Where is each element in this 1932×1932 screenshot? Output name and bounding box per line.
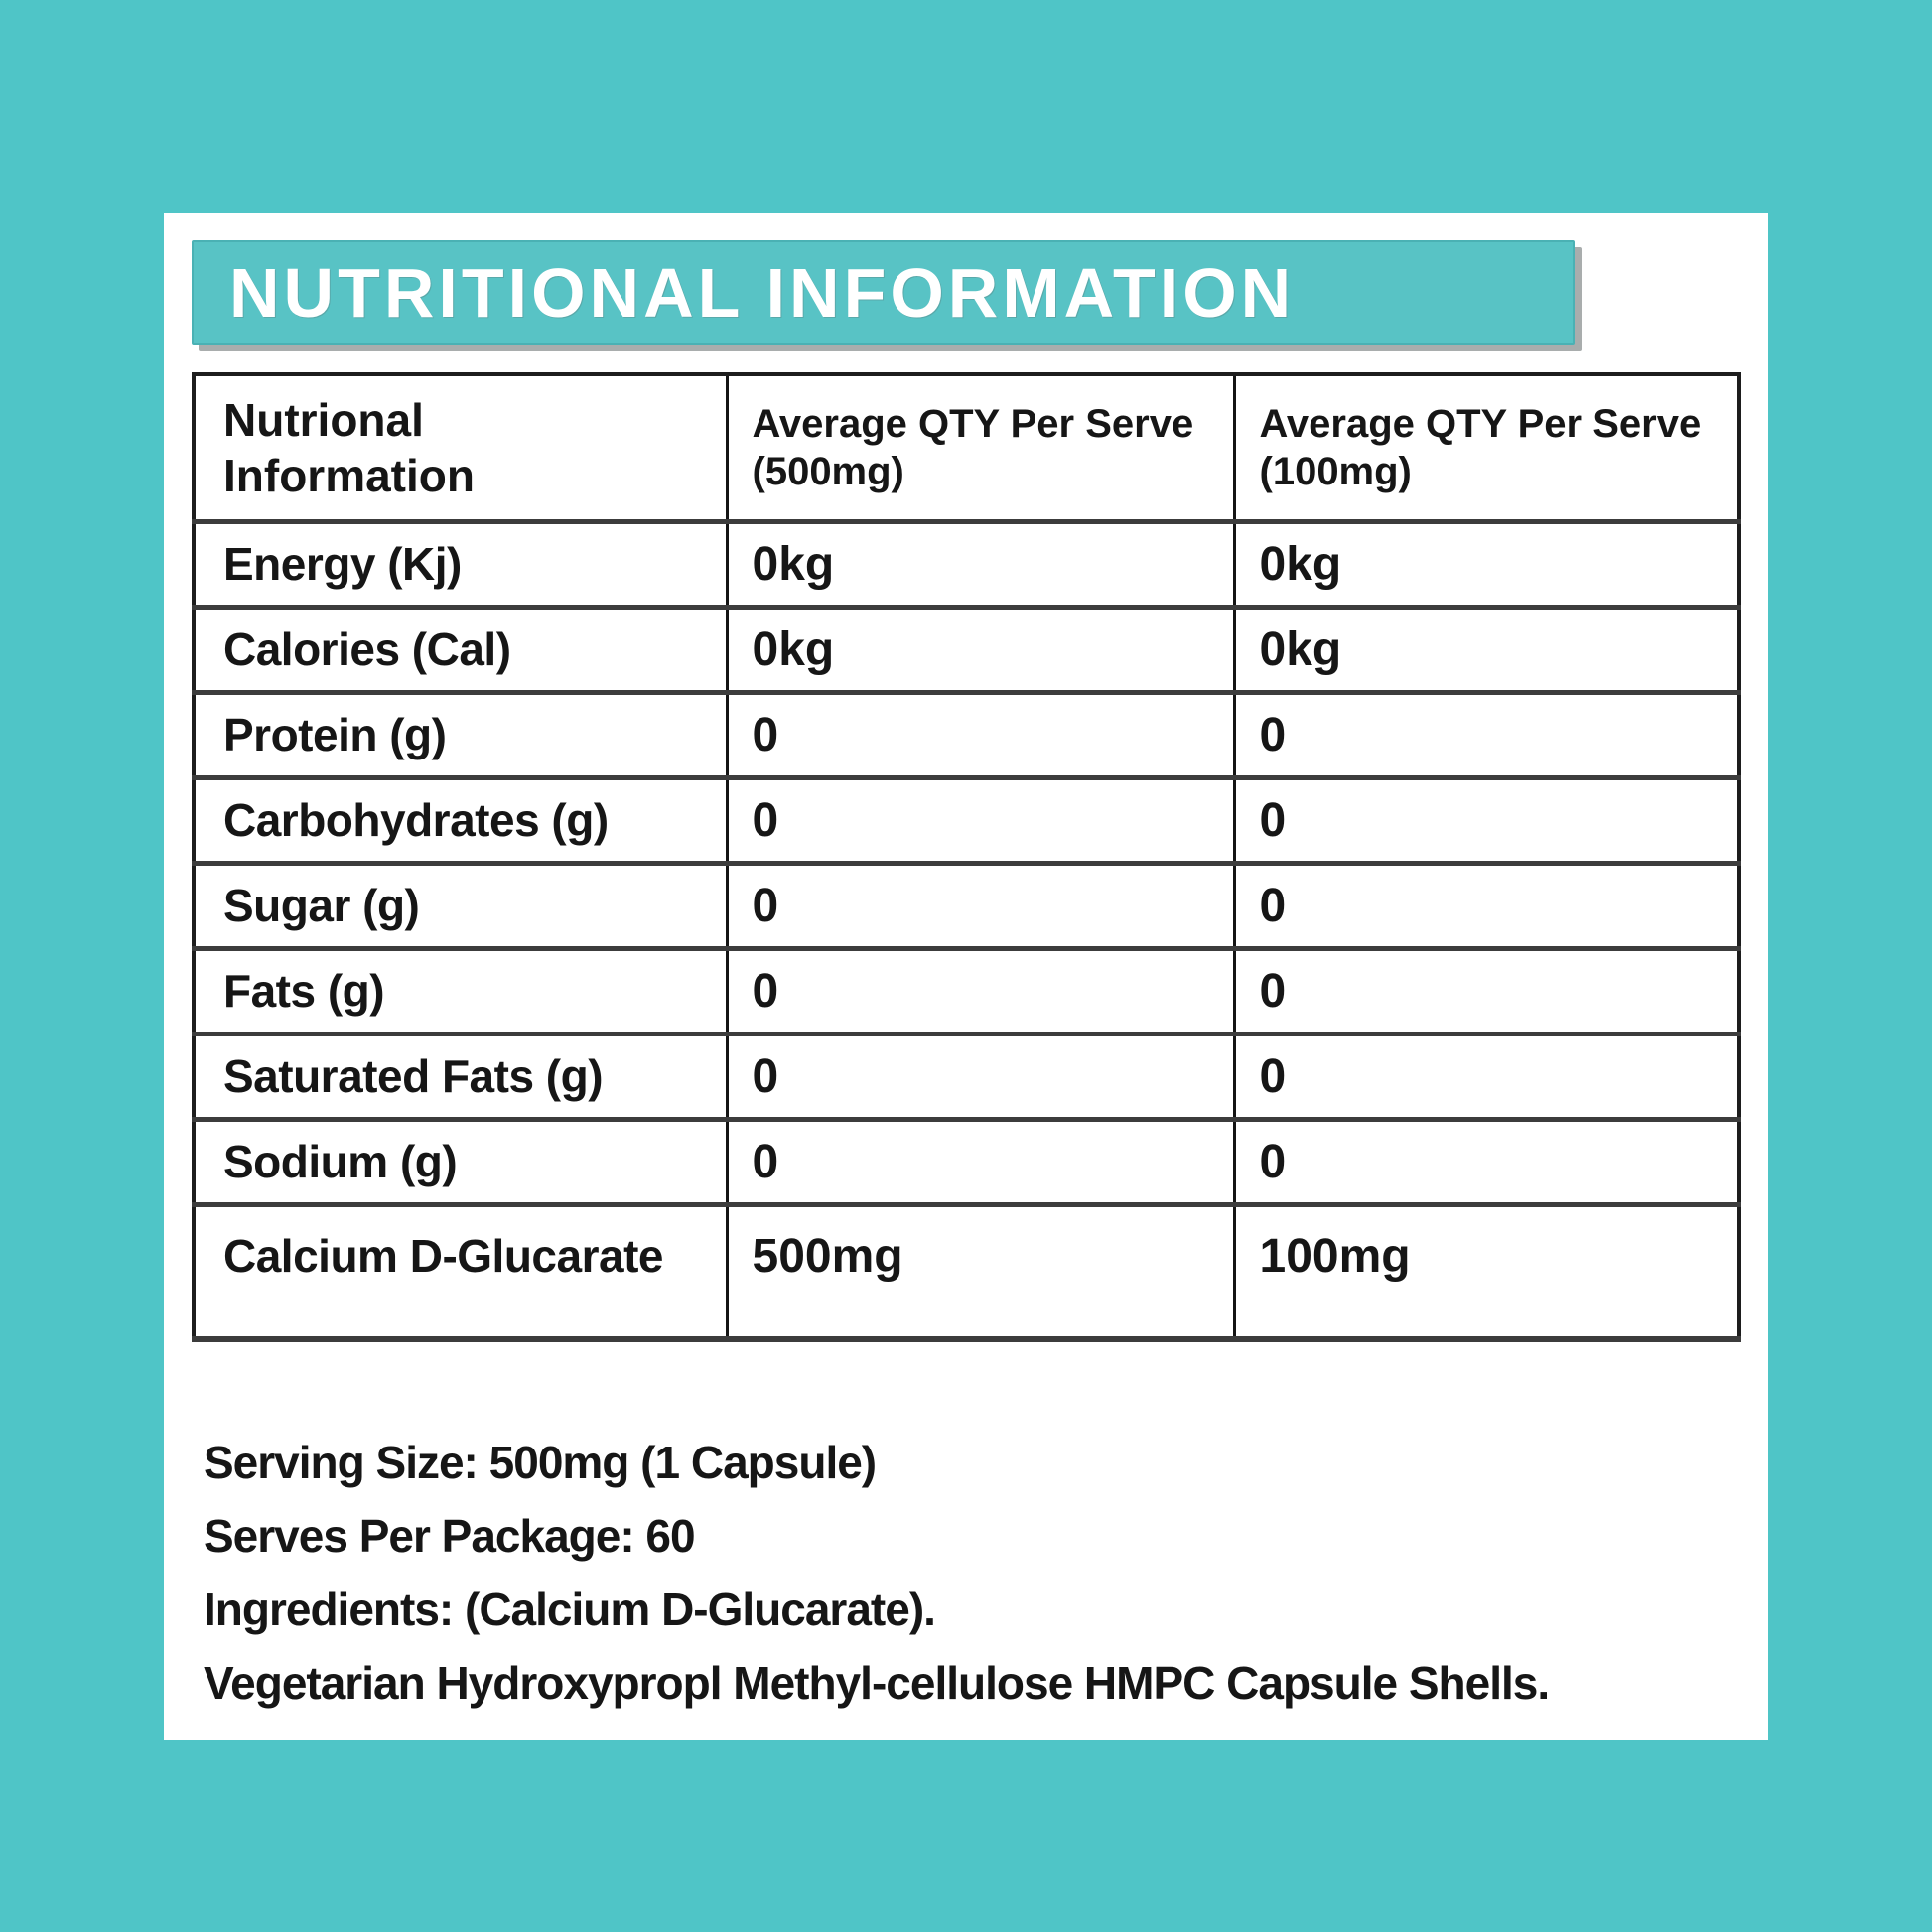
col-header-serve-500-line2: (500mg) (752, 449, 904, 493)
col-header-serve-500-line1: Average QTY Per Serve (752, 401, 1194, 446)
nutrient-name-cell: Calcium D-Glucarate (194, 1204, 727, 1339)
value-cell-500mg: 0kg (727, 521, 1234, 607)
title-bar (192, 240, 1575, 345)
nutrient-name-cell: Calories (Cal) (194, 607, 727, 692)
value-cell-500mg: 0 (727, 948, 1234, 1034)
serves-per-package-line: Serves Per Package: 60 (204, 1510, 695, 1562)
table-row (194, 1034, 1739, 1119)
value-cell-500mg: 0 (727, 777, 1234, 863)
value-cell-500mg: 0 (727, 692, 1234, 777)
col-header-nutrient-line1: Nutrional (223, 393, 424, 446)
value-cell-500mg: 0 (727, 1119, 1234, 1204)
table-row (194, 1204, 1739, 1339)
col-header-serve-100-line1: Average QTY Per Serve (1259, 401, 1702, 446)
table-row (194, 777, 1739, 863)
nutrient-name-cell: Sugar (g) (194, 863, 727, 948)
table-row (194, 692, 1739, 777)
table-row (194, 863, 1739, 948)
value-cell-500mg: 0kg (727, 607, 1234, 692)
table-body (194, 521, 1739, 1339)
label-title: NUTRITIONAL INFORMATION (229, 253, 1296, 332)
ingredients-line: Ingredients: (Calcium D-Glucarate). (204, 1584, 935, 1635)
col-header-nutrient (194, 374, 727, 521)
capsule-shells-line: Vegetarian Hydroxypropl Methyl-cellulose HMPC Capsule Shells. (204, 1657, 1550, 1709)
nutrient-name-cell: Fats (g) (194, 948, 727, 1034)
table-header-row (194, 374, 1739, 521)
value-cell-500mg: 0 (727, 1034, 1234, 1119)
value-cell-500mg: 0 (727, 863, 1234, 948)
value-cell-100mg: 0 (1234, 692, 1739, 777)
value-cell-100mg: 0 (1234, 1119, 1739, 1204)
value-cell-500mg: 500mg (727, 1204, 1234, 1339)
serving-size-line: Serving Size: 500mg (1 Capsule) (204, 1437, 877, 1488)
value-cell-100mg: 0 (1234, 948, 1739, 1034)
value-cell-100mg: 0 (1234, 777, 1739, 863)
nutrient-name-cell: Carbohydrates (g) (194, 777, 727, 863)
nutrition-label-card (164, 213, 1768, 1740)
value-cell-100mg: 0 (1234, 1034, 1739, 1119)
footer-notes (204, 1426, 1732, 1720)
nutrient-name-cell: Saturated Fats (g) (194, 1034, 727, 1119)
nutrient-name-cell: Protein (g) (194, 692, 727, 777)
nutrient-name-cell: Sodium (g) (194, 1119, 727, 1204)
nutrition-table (192, 372, 1741, 1342)
nutrient-name-cell: Energy (Kj) (194, 521, 727, 607)
value-cell-100mg: 0kg (1234, 521, 1739, 607)
table-row (194, 521, 1739, 607)
col-header-nutrient-line2: Information (223, 449, 475, 501)
col-header-serve-500 (727, 374, 1234, 521)
value-cell-100mg: 100mg (1234, 1204, 1739, 1339)
value-cell-100mg: 0kg (1234, 607, 1739, 692)
table-row (194, 1119, 1739, 1204)
col-header-serve-100 (1234, 374, 1739, 521)
table-row (194, 607, 1739, 692)
value-cell-100mg: 0 (1234, 863, 1739, 948)
col-header-serve-100-line2: (100mg) (1259, 449, 1412, 493)
table-row (194, 948, 1739, 1034)
table-header (194, 374, 1739, 521)
